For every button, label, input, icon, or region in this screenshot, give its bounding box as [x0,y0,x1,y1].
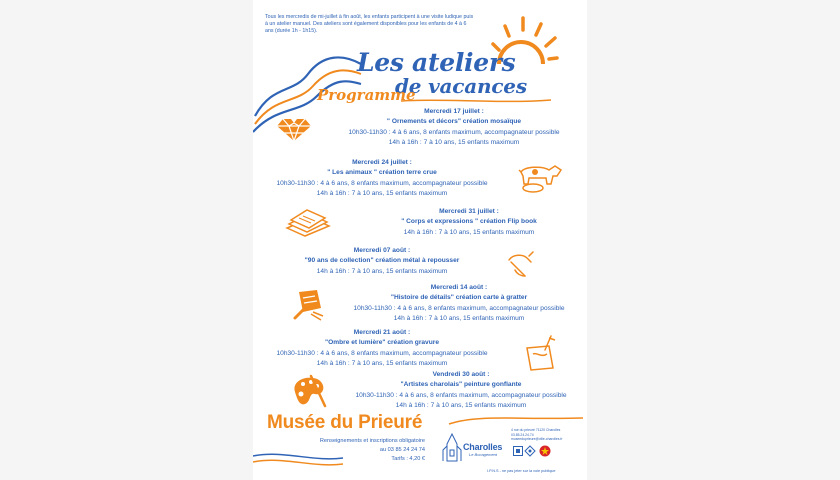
info-line-2: au 03 85 24 24 74 [379,446,425,453]
top-right-wave-icon [449,414,583,428]
event-line: 10h30-11h30 : 4 à 6 ans, 8 enfants maximum, accompagnateur possible [348,128,560,136]
event-line: 14h à 16h : 7 à 10 ans, 15 enfants maximum [316,360,448,368]
bottom-wave-icon [253,448,587,480]
event-theme: " Les animaux " création terre crue [327,169,437,177]
event-7 [333,370,587,412]
museum-name: Musée du Prieuré [267,412,423,433]
museum-label-icon [513,446,523,456]
flip-book-icon [285,208,331,238]
event-4 [257,246,507,277]
info-line-1: Renseignements et inscriptions obligatoire [319,438,425,444]
poster [253,0,587,480]
event-date: Mercredi 14 août : [430,284,488,291]
event-3 [353,207,585,238]
event-2 [257,158,507,200]
event-date: Mercredi 07 août : [353,247,411,254]
intro-text: Tous les mercredis de mi-juillet à fin août, les enfants participent à une visite ludique puis à un atelier manuel. Des ateliers sont également disponibles pour les enfants de 4 à 6 ans (durée 1h - 1h15). [265,14,474,35]
title-line-1: Les ateliers [357,48,516,77]
event-theme: " Corps et expressions " création Flip book [401,218,537,226]
event-line: 14h à 16h : 7 à 10 ans, 15 enfants maximum [316,190,448,198]
event-theme: "Histoire de détails" création carte à gratter [390,294,528,302]
event-theme: "Artistes charolais" peinture gonflante [400,381,522,389]
event-line: 14h à 16h : 7 à 10 ans, 15 enfants maximum [388,139,520,147]
footer-text: I.P.N.S - ne pas jeter sur la voie publique [487,469,556,473]
event-theme: "90 ans de collection" création métal à repousser [304,257,460,265]
heritage-label-icon [525,446,535,456]
event-date: Vendredi 30 août : [432,371,490,378]
event-line: 14h à 16h : 7 à 10 ans, 15 enfants maximum [316,267,448,275]
palette-icon [289,372,329,410]
address-line: museeduprieure@ville-charolles.fr [511,437,563,442]
church-icon [441,432,463,462]
event-line: 10h30-11h30 : 4 à 6 ans, 8 enfants maximum, accompagnateur possible [355,391,567,399]
metal-embossing-icon [505,250,535,280]
address-line: 03.85.24.24.74 [511,432,534,437]
scratch-card-icon [291,288,327,322]
programme-heading: Programme [317,86,416,104]
event-date: Mercredi 24 juillet : [352,159,412,166]
event-line: 10h30-11h30 : 4 à 6 ans, 8 enfants maximum, accompagnateur possible [276,349,488,357]
event-date: Mercredi 17 juillet : [424,108,484,115]
event-line: 14h à 16h : 7 à 10 ans, 15 enfants maximum [403,228,535,236]
region-label-icon [539,445,551,457]
address-block [511,428,563,442]
event-theme: " Ornements et décors" création mosaïque [386,118,522,126]
title-line-2: de vacances [395,74,527,98]
address-line: 4 rue du prieuré 71120 Charolles [511,428,561,432]
engraving-icon [523,334,559,372]
event-6 [257,328,507,370]
event-5 [329,283,587,325]
info-line-3: Tarifs : 4,20 € [391,455,425,462]
event-1 [323,107,585,149]
mosaic-icon [275,118,313,142]
event-date: Mercredi 21 août : [353,329,411,336]
event-theme: "Ombre et lumière" création gravure [325,339,439,347]
brand-tagline: Le Bocagement [469,452,498,457]
brand-name: Charolles [463,442,503,452]
charolles-logo [463,442,502,457]
event-line: 10h30-11h30 : 4 à 6 ans, 8 enfants maximum, accompagnateur possible [353,304,565,312]
event-line: 14h à 16h : 7 à 10 ans, 15 enfants maximum [395,402,527,410]
event-line: 10h30-11h30 : 4 à 6 ans, 8 enfants maximum, accompagnateur possible [276,179,488,187]
event-line: 14h à 16h : 7 à 10 ans, 15 enfants maximum [393,315,525,323]
event-date: Mercredi 31 juillet : [439,208,499,215]
cow-icon [515,158,563,194]
title-underline-icon [401,98,551,104]
